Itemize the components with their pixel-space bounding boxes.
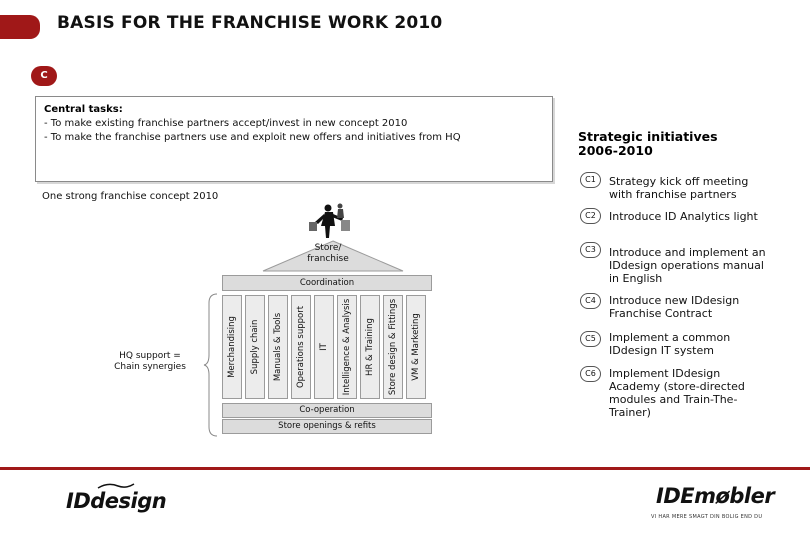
pillar	[245, 295, 265, 399]
pillar-label: Store design & Fittings	[388, 298, 398, 396]
roof-label-text: Store/ franchise	[307, 243, 349, 264]
pillar-label: Operations support	[296, 305, 306, 389]
initiative-text: Implement IDdesign Academy (store-directed modules and Train-The-Trainer)	[609, 367, 745, 419]
initiative-badge: C1	[580, 172, 601, 188]
store-openings-bar: Store openings & refits	[222, 419, 432, 434]
pillar	[291, 295, 311, 399]
initiative-text: Introduce and implement an IDdesign operations manual in English	[609, 246, 766, 285]
pillar	[268, 295, 288, 399]
page-title: BASIS FOR THE FRANCHISE WORK 2010	[57, 13, 443, 33]
initiative-badge: C5	[580, 331, 601, 347]
strategic-initiatives-title	[578, 130, 718, 158]
initiative-badge: C3	[580, 242, 601, 258]
pillar-label: Manuals & Tools	[273, 312, 283, 382]
coordination-bar: Coordination	[222, 275, 432, 291]
hq-support-text: HQ support = Chain synergies	[114, 351, 186, 372]
central-task-line: - To make the franchise partners use and exploit new offers and initiatives from HQ	[44, 132, 461, 143]
initiative-text: Introduce new IDdesign Franchise Contract	[609, 294, 740, 320]
hq-support-label	[103, 351, 197, 373]
pillar	[406, 295, 426, 399]
iddesign-logo: IDdesign	[66, 489, 167, 513]
pillar-label: Merchandising	[227, 316, 237, 378]
idemobler-tagline: VI HAR MERE SMAGT DIN BOLIG END DU	[651, 514, 763, 520]
initiative-text: Introduce ID Analytics light	[609, 210, 758, 223]
roof-label	[293, 243, 363, 265]
central-task-line: - To make existing franchise partners accept/invest in new concept 2010	[44, 118, 408, 129]
initiative-badge: C2	[580, 208, 601, 224]
strategic-title-text: Strategic initiatives 2006-2010	[578, 129, 718, 158]
cooperation-bar: Co-operation	[222, 403, 432, 418]
initiative-badge: C4	[580, 293, 601, 309]
pillar-label: VM & Marketing	[411, 313, 421, 381]
pillar-label: Intelligence & Analysis	[342, 298, 352, 396]
pillar-label: Supply chain	[250, 319, 260, 375]
initiative-text: Implement a common IDdesign IT system	[609, 331, 731, 357]
footer-rule	[0, 467, 810, 470]
pillar	[314, 295, 334, 399]
pillar	[360, 295, 380, 399]
hq-brace	[203, 293, 219, 437]
section-badge: C	[31, 66, 57, 86]
pillar	[222, 295, 242, 399]
shopping-figures-icon	[306, 202, 356, 242]
initiative-text: Strategy kick off meeting with franchise partners	[609, 175, 749, 201]
concept-label: One strong franchise concept 2010	[42, 191, 219, 202]
title-accent-tab	[0, 15, 40, 39]
pillar-label: HR & Training	[365, 318, 375, 376]
initiative-badge: C6	[580, 366, 601, 382]
central-tasks-heading: Central tasks:	[44, 104, 123, 115]
pillar	[383, 295, 403, 399]
pillar-label: IT	[319, 343, 329, 351]
pillar	[337, 295, 357, 399]
idemobler-logo: IDEmøbler	[656, 484, 775, 508]
